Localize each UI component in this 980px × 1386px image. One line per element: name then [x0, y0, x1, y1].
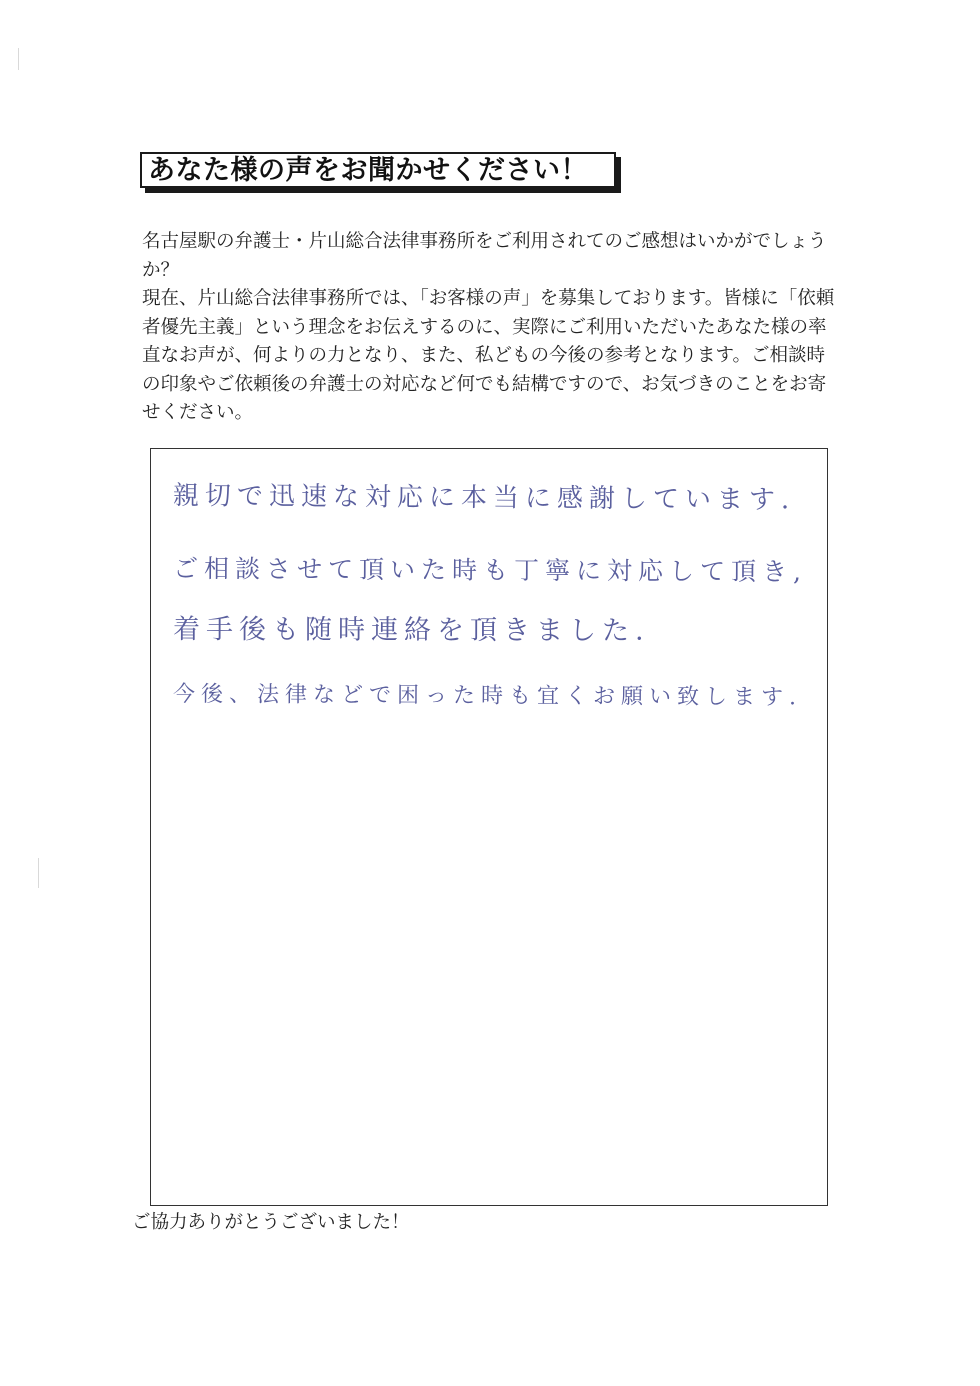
title-box — [140, 152, 616, 188]
page-title: あなた様の声をお聞かせください！ — [148, 154, 588, 186]
intro-text — [142, 228, 842, 428]
handwritten-line: ご相談させて頂いた時も丁寧に対応して頂き, — [172, 554, 808, 587]
thank-you-note: ご協力ありがとうございました！ — [132, 1212, 410, 1233]
comment-box — [150, 448, 828, 1206]
handwritten-line: 着手後も随時連絡を頂きました. — [172, 614, 650, 647]
scan-mark — [18, 48, 19, 70]
scan-mark — [38, 858, 39, 888]
intro-paragraph: 現在、片山総合法律事務所では、「お客様の声」を募集しております。皆様に「依頼者優先主義」という理念をお伝えするのに、実際にご利用いただいたあなた様の率直なお声が、何よりの力となり、また、私どもの今後の参考となります。ご相談時の印象やご依頼後の弁護士の対応など何でも結構ですので、お気づきのことをお寄せください。 — [142, 288, 835, 423]
intro-paragraph: 名古屋駅の弁護士・片山総合法律事務所をご利用されてのご感想はいかがでしょうか？ — [142, 231, 827, 281]
handwritten-line: 親切で迅速な対応に本当に感謝しています. — [172, 481, 796, 516]
handwritten-line: 今後、法律などで困った時も宜くお願い致します. — [172, 682, 803, 711]
